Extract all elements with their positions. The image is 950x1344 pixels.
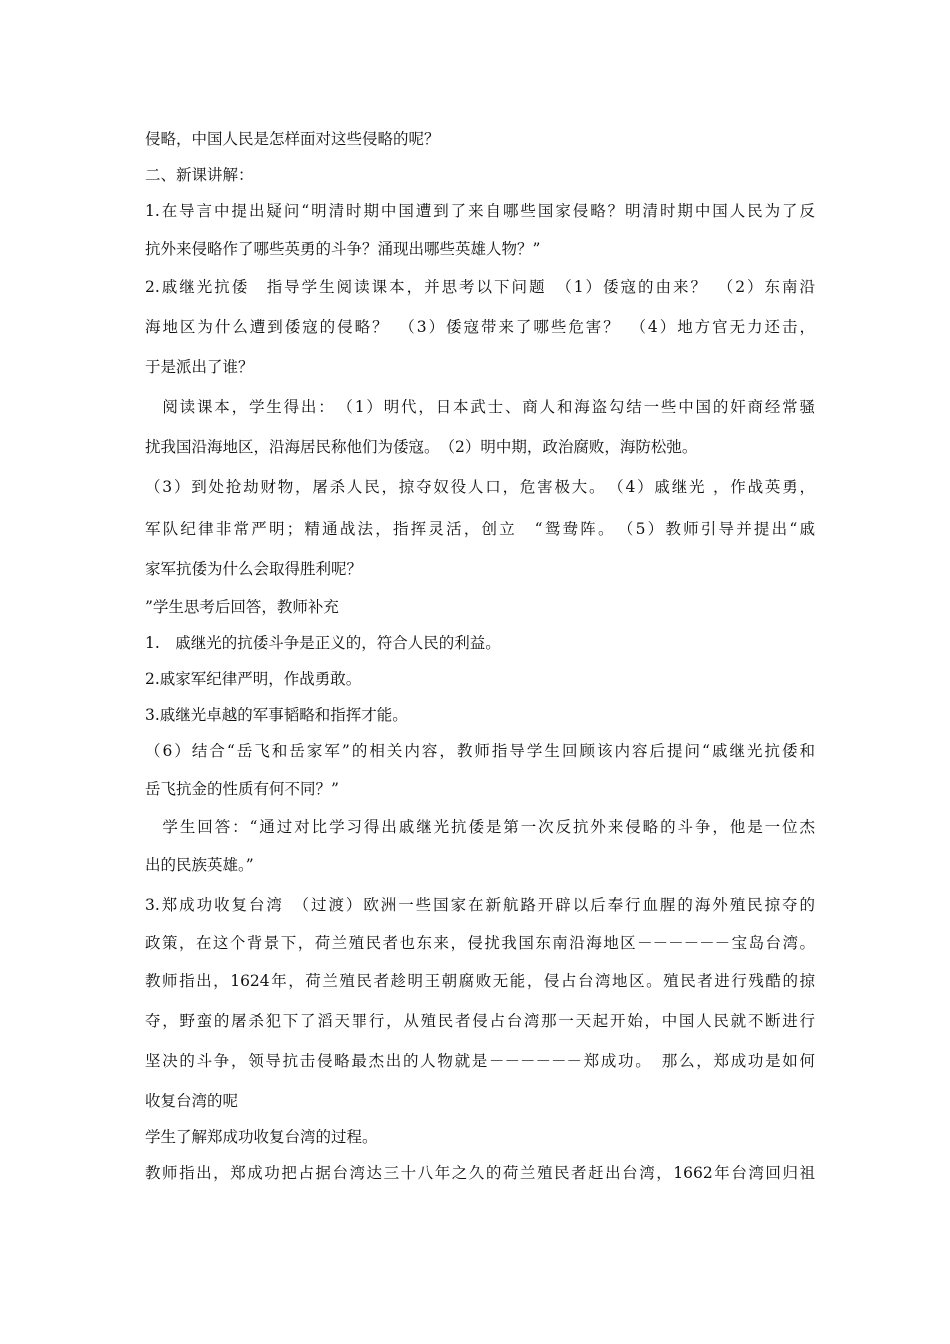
text-line: 学生回答：“通过对比学习得出戚继光抗倭是第一次反抗外来侵略的斗争，他是一位杰 xyxy=(145,818,815,836)
text-line: 收复台湾的呢 xyxy=(145,1092,239,1110)
text-line: 家军抗倭为什么会取得胜利呢？ xyxy=(145,560,363,578)
text-line: 海地区为什么遭到倭寇的侵略？ （3）倭寇带来了哪些危害？ （4）地方官无力还击， xyxy=(145,318,815,336)
text-line: 2.戚继光抗倭 指导学生阅读课本，并思考以下问题 （1）倭寇的由来？ （2）东南沿 xyxy=(145,278,815,296)
text-line: 于是派出了谁？ xyxy=(145,358,254,376)
text-line: 阅读课本，学生得出： （1）明代，日本武士、商人和海盗勾结一些中国的奸商经常骚 xyxy=(145,398,815,416)
text-line: 坚决的斗争，领导抗击侵略最杰出的人物就是－－－－－－郑成功。 那么，郑成功是如何 xyxy=(145,1052,815,1070)
section-heading: 二、新课讲解： xyxy=(145,166,254,184)
text-line: 抗外来侵略作了哪些英勇的斗争？涌现出哪些英雄人物？” xyxy=(145,240,541,258)
text-line: （3）到处抢劫财物，屠杀人民，掠夺奴役人口，危害极大。 （4）戚继光 ，作战英勇， xyxy=(145,478,815,496)
text-line: 侵略，中国人民是怎样面对这些侵略的呢？ xyxy=(145,130,440,148)
text-line: 教师指出，郑成功把占据台湾达三十八年之久的荷兰殖民者赶出台湾，1662年台湾回归祖 xyxy=(145,1164,815,1182)
list-item: 3.戚继光卓越的军事韬略和指挥才能。 xyxy=(145,706,408,724)
text-line: 岳飞抗金的性质有何不同？” xyxy=(145,780,339,798)
text-line: 军队纪律非常严明；精通战法，指挥灵活，创立 “鸳鸯阵。 （5）教师引导并提出“戚 xyxy=(145,520,815,538)
text-line: 扰我国沿海地区，沿海居民称他们为倭寇。 （2）明中期，政治腐败，海防松弛。 xyxy=(145,438,698,456)
text-line: 出的民族英雄。” xyxy=(145,856,254,874)
text-line: 3.郑成功收复台湾 （过渡）欧洲一些国家在新航路开辟以后奉行血腥的海外殖民掠夺的 xyxy=(145,896,815,914)
text-line: 1.在导言中提出疑问“明清时期中国遭到了来自哪些国家侵略？明清时期中国人民为了反 xyxy=(145,202,815,220)
text-line: ”学生思考后回答，教师补充 xyxy=(145,598,339,616)
text-line: 政策，在这个背景下，荷兰殖民者也东来，侵扰我国东南沿海地区－－－－－－宝岛台湾。 xyxy=(145,934,815,952)
text-line: 学生了解郑成功收复台湾的过程。 xyxy=(145,1128,378,1146)
text-line: 教师指出，1624年，荷兰殖民者趁明王朝腐败无能，侵占台湾地区。殖民者进行残酷的掠 xyxy=(145,972,815,990)
text-line: （6）结合“岳飞和岳家军”的相关内容，教师指导学生回顾该内容后提问“戚继光抗倭和 xyxy=(145,742,815,760)
text-line: 夺，野蛮的屠杀犯下了滔天罪行，从殖民者侵占台湾那一天起开始，中国人民就不断进行 xyxy=(145,1012,815,1030)
list-item: 1. 戚继光的抗倭斗争是正义的，符合人民的利益。 xyxy=(145,634,501,652)
list-item: 2.戚家军纪律严明，作战勇敢。 xyxy=(145,670,362,688)
